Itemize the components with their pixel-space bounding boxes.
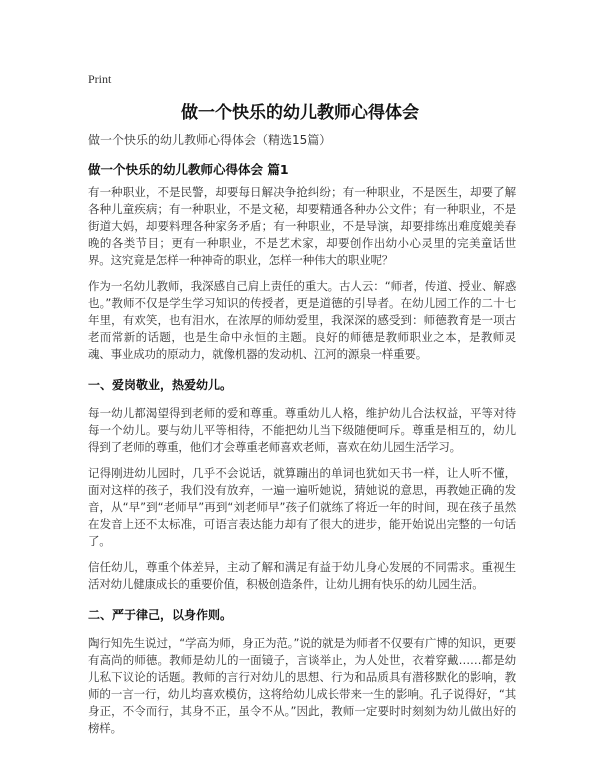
paragraph: 陶行知先生说过，“学高为师，身正为范。”说的就是为师者不仅要有广博的知识，更要有高尚的师德。教师是幼儿的一面镜子，言谈举止，为人处世，衣着穿戴……都是幼儿私下议论的话题。教师的言行对幼儿的思想、行为和品质具有潜移默化的影响，教师的一言一行，幼儿均喜欢模仿，这将给幼儿成长带来一生的影响。孔子说得好，“其身正，不令而行，其身不正，虽令不从。”因此，教师一定要时时刻刻为幼儿做出好的榜样。 [88,636,516,735]
document-subtitle: 做一个快乐的幼儿教师心得体会（精选15篇） [88,133,332,147]
section-heading: 做一个快乐的幼儿教师心得体会 篇1 [88,162,289,177]
paragraph: 作为一名幼儿教师，我深感自己肩上责任的重大。古人云：“师者，传道、授业、解惑也。”教师不仅是学生学习知识的传授者，更是道德的引导者。在幼儿园工作的二十七年里，有欢笑，也有泪水，在浓厚的师幼爱里，我深深的感受到：师德教育是一项古老而常新的话题，也是生命中永恒的主题。良好的师德是教师职业之本，是教师灵魂、事业成功的原动力，就像机器的发动机、江河的源泉一样重要。 [88,279,516,361]
sub-heading: 二、严于律己，以身作则。 [88,608,233,622]
page-title: 做一个快乐的幼儿教师心得体会 [181,103,419,123]
article-body [88,184,516,746]
paragraph: 每一幼儿都渴望得到老师的爱和尊重。尊重幼儿人格，维护幼儿合法权益，平等对待每一个幼儿。要与幼儿平等相待，不能把幼儿当下级随便呵斥。尊重是相互的，幼儿得到了老师的尊重，他们才会尊重老师喜欢老师，喜欢在幼儿园生活学习。 [88,406,516,454]
paragraph: 记得刚进幼儿园时，几乎不会说话，就算蹦出的单词也犹如天书一样，让人听不懂，面对这样的孩子，我们没有放弃，一遍一遍听她说，猜她说的意思，再教她正确的发音，从“早”到“老师早”再到“刘老师早”孩子们就练了将近一年的时间，现在孩子虽然在发音上还不太标准，可语言表达能力却有了很大的进步，能开始说出完整的一句话了。 [88,466,516,548]
print-link[interactable]: Print [88,72,112,86]
paragraph: 信任幼儿，尊重个体差异，主动了解和满足有益于幼儿身心发展的不同需求。重视生活对幼儿健康成长的重要价值，积极创造条件，让幼儿拥有快乐的幼儿园生活。 [88,560,516,591]
paragraph: 有一种职业，不是民警，却要每日解决争抢纠纷；有一种职业，不是医生，却要了解各种儿童疾病；有一种职业，不是文秘，却要精通各种办公文件；有一种职业，不是街道大妈，却要料理各种家务矛盾；有一种职业，不是导演，却要排练出难度媲美春晚的各类节目；更有一种职业，不是艺术家，却要创作出幼小心灵里的完美童话世界。这究竟是怎样一种神奇的职业，怎样一种伟大的职业呢？ [88,185,516,267]
sub-heading: 一、爱岗敬业，热爱幼儿。 [88,378,233,392]
